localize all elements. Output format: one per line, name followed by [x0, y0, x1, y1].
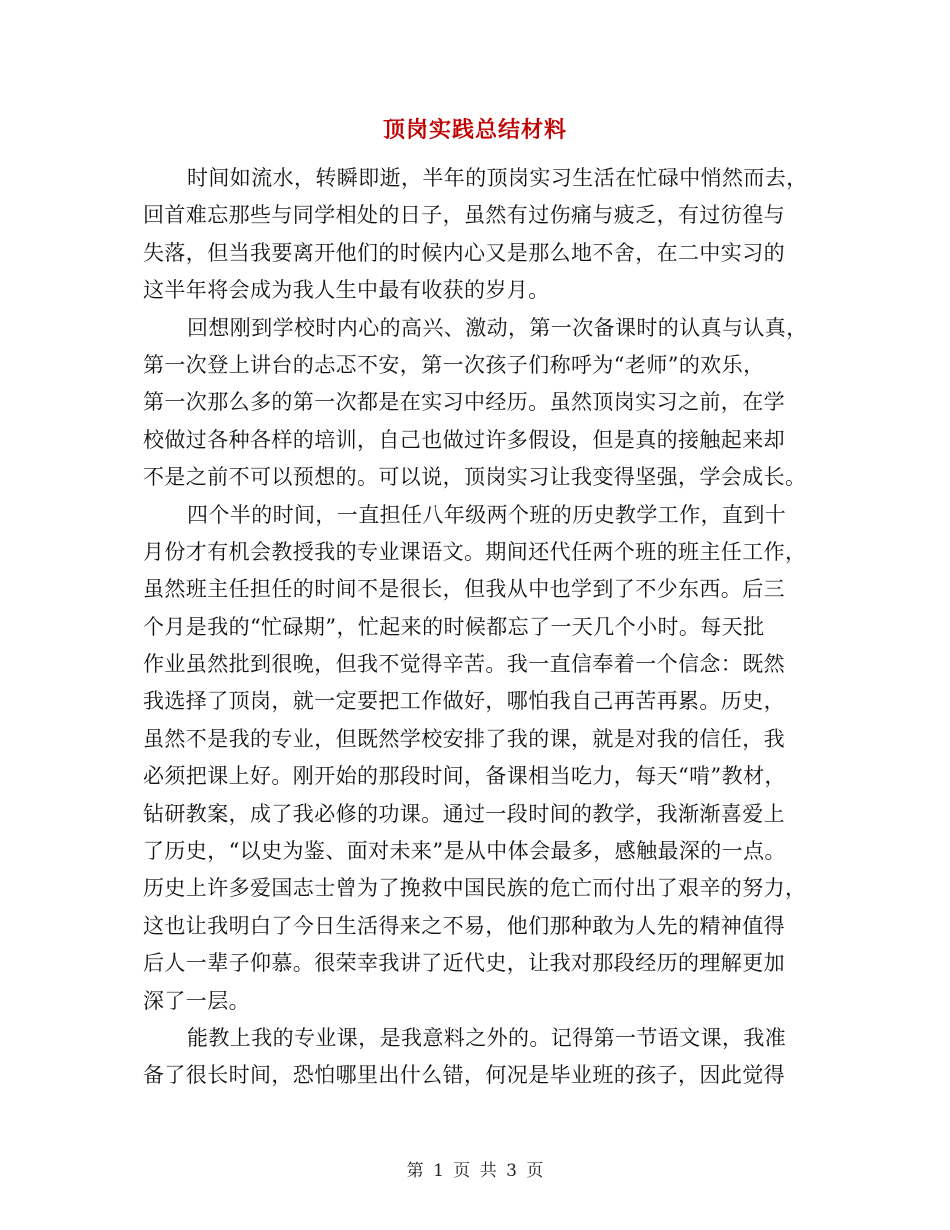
paragraph-1-line-3: 失落，但当我要离开他们的时候内心又是那么地不舍，在二中实习的 — [143, 240, 785, 265]
paragraph-3-line-12: 这也让我明白了今日生活得来之不易，他们那种敢为人先的精神值得 — [143, 913, 785, 938]
paragraph-3-line-11: 历史上许多爱国志士曾为了挽救中国民族的危亡而付出了艰辛的努力， — [143, 876, 807, 901]
paragraph-1-line-4: 这半年将会成为我人生中最有收获的岁月。 — [143, 278, 550, 303]
footer-gong: 共 — [479, 1161, 497, 1181]
paragraph-3-line-2: 月份才有机会教授我的专业课语文。期间还代任两个班的班主任工作， — [143, 539, 807, 564]
paragraph-3-line-10: 了历史，“以史为鉴、面对未来”是从中体会最多，感触最深的一点。 — [143, 839, 786, 864]
paragraph-3-line-8: 必须把课上好。刚开始的那段时间，备课相当吃力，每天“啃”教材， — [143, 764, 786, 789]
paragraph-4-line-1: 能教上我的专业课，是我意料之外的。记得第一节语文课，我准 — [187, 1025, 787, 1050]
paragraph-3-line-9: 钻研教案，成了我必修的功课。通过一段时间的教学，我渐渐喜爱上 — [143, 801, 785, 826]
document-body — [143, 160, 809, 1095]
footer-di: 第 — [406, 1161, 424, 1181]
footer-page-current: 1 — [433, 1161, 444, 1181]
paragraph-3-line-13: 后人一辈子仰慕。很荣幸我讲了近代史，让我对那段经历的理解更加 — [143, 951, 785, 976]
footer-ye: 页 — [453, 1161, 471, 1181]
paragraph-4-line-2: 备了很长时间，恐怕哪里出什么错，何况是毕业班的孩子，因此觉得 — [143, 1063, 785, 1088]
paragraph-3-line-4: 个月是我的“忙碌期”，忙起来的时候都忘了一天几个小时。每天批 — [143, 614, 765, 639]
paragraph-3-line-5: 作业虽然批到很晚，但我不觉得辛苦。我一直信奉着一个信念：既然 — [143, 652, 785, 677]
paragraph-1-line-1: 时间如流水，转瞬即逝，半年的顶岗实习生活在忙碌中悄然而去， — [187, 166, 808, 190]
paragraph-3-line-7: 虽然不是我的专业，但既然学校安排了我的课，就是对我的信任，我 — [143, 726, 785, 751]
paragraph-2-line-5: 不是之前不可以预想的。可以说，顶岗实习让我变得坚强，学会成长。 — [143, 465, 807, 490]
paragraph-2-line-4: 校做过各种各样的培训，自己也做过许多假设，但是真的接触起来却 — [143, 427, 785, 452]
paragraph-3-line-6: 我选择了顶岗，就一定要把工作做好，哪怕我自己再苦再累。历史， — [143, 689, 785, 714]
paragraph-3-line-14: 深了一层。 — [143, 988, 250, 1013]
paragraph-2-line-3: 第一次那么多的第一次都是在实习中经历。虽然顶岗实习之前，在学 — [143, 390, 785, 415]
paragraph-2-line-1: 回想刚到学校时内心的高兴、激动，第一次备课时的认真与认真， — [187, 315, 808, 340]
paragraph-2-line-2: 第一次登上讲台的忐忑不安，第一次孩子们称呼为“老师”的欢乐， — [143, 352, 765, 377]
paragraph-3-line-1: 四个半的时间，一直担任八年级两个班的历史教学工作，直到十 — [187, 502, 787, 527]
paragraph-1-line-2: 回首难忘那些与同学相处的日子，虽然有过伤痛与疲乏，有过彷徨与 — [143, 203, 785, 228]
footer-ye-2: 页 — [526, 1161, 544, 1181]
footer-page-total: 3 — [506, 1161, 517, 1181]
page-footer — [0, 1156, 950, 1181]
document-title: 顶岗实践总结材料 — [382, 117, 567, 143]
paragraph-3-line-3: 虽然班主任担任的时间不是很长，但我从中也学到了不少东西。后三 — [143, 577, 785, 602]
